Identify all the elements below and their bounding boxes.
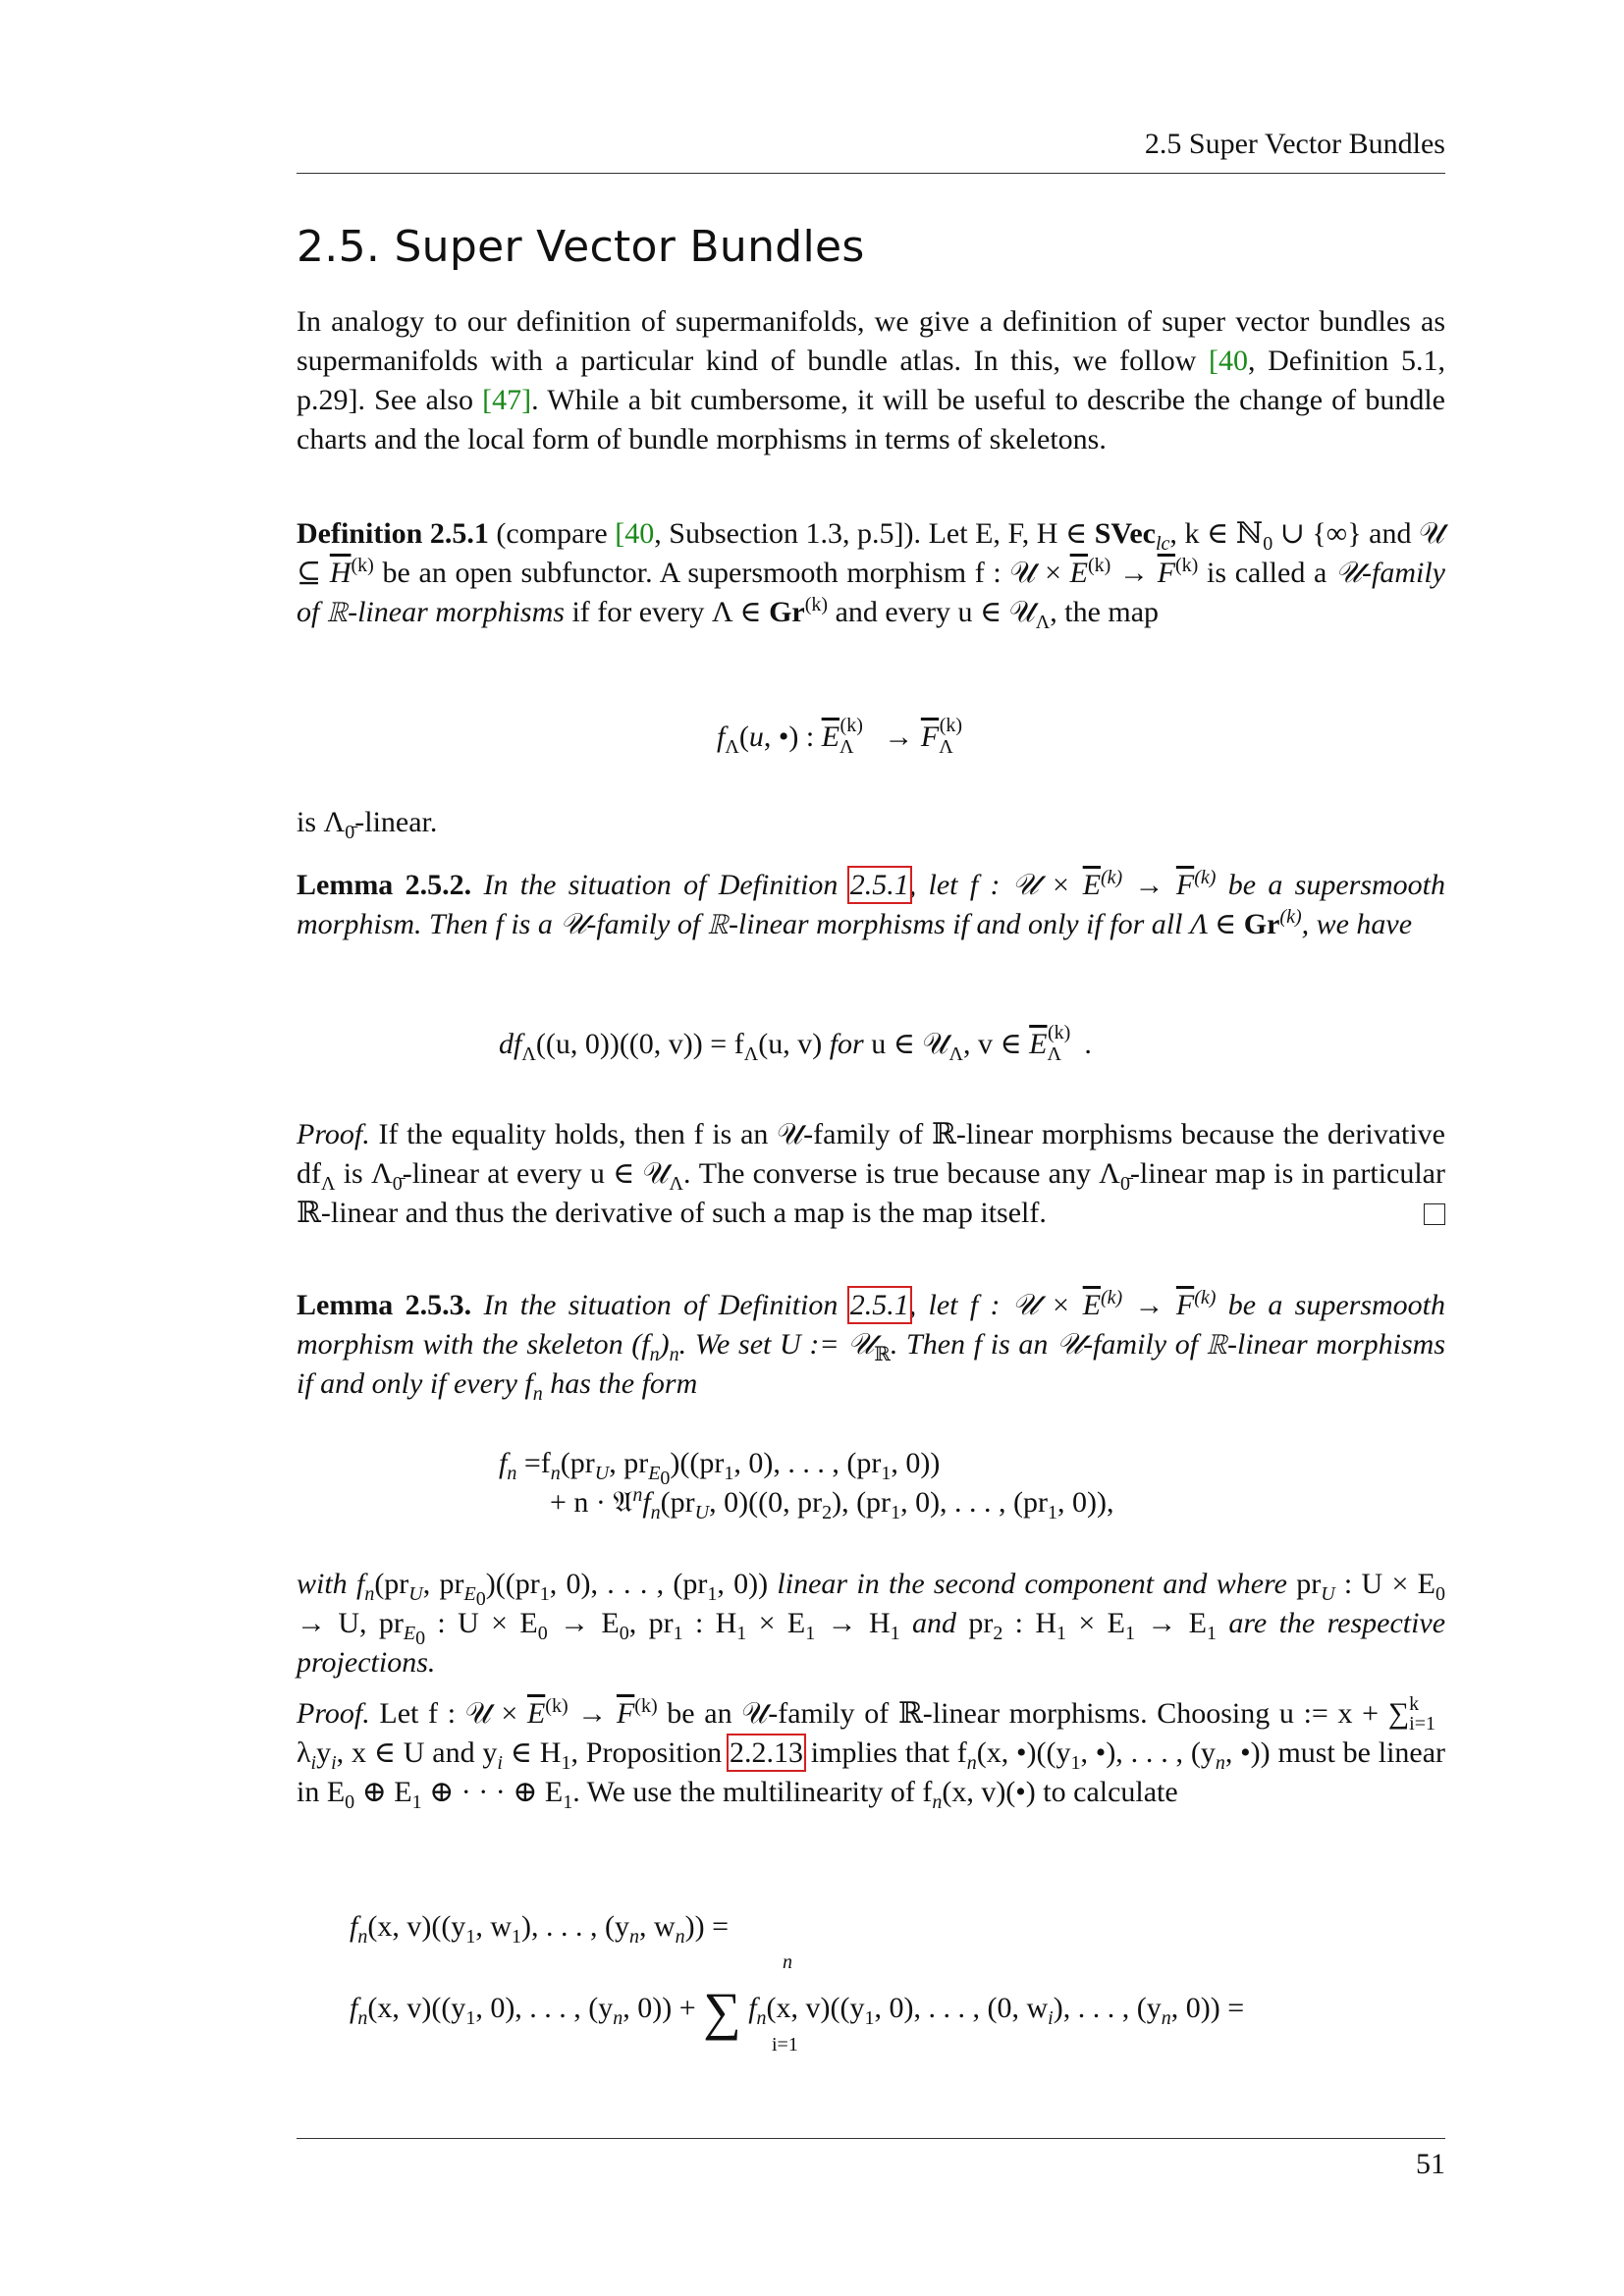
- ref-proposition-2-2-13[interactable]: 2.2.13: [729, 1736, 803, 1769]
- lemma-form-equation-line1: $f_n =f_n(pr_U$, $pr_{E_0})((pr_1$, 0), . . . , ($pr_1$, 0)): [499, 1447, 941, 1489]
- ref-definition-2-5-1[interactable]: 2.5.1: [849, 869, 909, 901]
- definition-label: Definition 2.5.1: [297, 517, 489, 550]
- running-header: 2.5 Super Vector Bundles: [297, 128, 1445, 174]
- page-number: 51: [1416, 2148, 1445, 2180]
- lemma-label: Lemma 2.5.3.: [297, 1289, 472, 1321]
- definition-2-5-1: Definition 2.5.1 (compare [40, Subsection 1.3, p.5]). Let E, F, H ∈ SVec$_{lc}$, k ∈ ℕ$_0$ ∪ {∞} and 𝒰 ⊆ $\overline{H}^{(k)}$ be an open subfunctor. A supersmooth morphism f : 𝒰 × $\overline{E}^{(k)} \to \overline{F}^{(k)}$ is called a 𝒰-family of ℝ-linear morphisms if for every Λ ∈ Gr$^{(k)}$ and every u ∈ 𝒰$_\Lambda$, the map: [297, 517, 1445, 633]
- lemma-form-equation-line2: + $n \cdot 𝔄^nf_n(pr_U$, 0)((0, $pr_2$), ($pr_1$, 0), . . . , ($pr_1$, 0)),: [550, 1484, 1114, 1523]
- intro-paragraph: In analogy to our definition of supermanifolds, we give a definition of super vector bundles as supermanifolds with a particular kind of bundle atlas. In this, we follow [40, Definition 5.1, p.29]. See also [47]. While a bit cumbersome, it will be useful to describe the change of bundle charts and the local form of bundle morphisms in terms of skeletons.: [297, 305, 1446, 455]
- proof-equation-line1: $f_n(x$, $v)((y_1$, $w_1$), . . . , ($y_n$, $w_n$)) =: [350, 1910, 730, 1948]
- definition-after: is $\Lambda_{0̄}$-linear.: [297, 806, 438, 843]
- citation-40-def[interactable]: [40: [615, 517, 655, 550]
- proof-lemma-2-5-3: Proof. Let f : 𝒰 × $\overline{E}^{(k)} \to \overline{F}^{(k)}$ be an 𝒰-family of ℝ-linear morphisms. Choosing u := x + ∑$^k_{i=1}$ $\lambda_iy_i$, x ∈ U and $y_i$ ∈ $H_1$, Proposition 2.2.13 implies that $f_n(x$, $•)((y_1$, •), . . . , ($y_n$, •)) must be linear in $E_0$ ⊕ $E_1$ ⊕ · · · ⊕ $E_1$. We use the multilinearity of $f_n(x$, v)(•) to calculate: [297, 1693, 1446, 1813]
- sum-lower-limit: i=1: [772, 2034, 798, 2056]
- sum-upper-limit: n: [783, 1951, 792, 1973]
- definition-display-equation: $f_\Lambda(u$, •) : $\overline{E}_\Lambda^{(k)} \to \overline{F}_\Lambda^{(k)}$: [717, 715, 963, 758]
- ref-definition-2-5-1-b[interactable]: 2.5.1: [849, 1289, 909, 1321]
- qed-box: [1424, 1203, 1445, 1225]
- citation-47[interactable]: [47]: [482, 384, 532, 416]
- summation-sign: ∑: [703, 1982, 741, 2041]
- proof-equation-line2: $f_n(x$, $v)((y_1$, 0), . . . , ($y_n$, 0)) + ∑ $f_n(x$, $v)((y_1$, 0), . . . , (0, $w_i$), . . . , ($y_n$, 0)) =: [350, 1982, 1245, 2041]
- lemma-2-5-3: Lemma 2.5.3. In the situation of Definition 2.5.1, let f : 𝒰 × $\overline{E}^{(k)} \to \overline{F}^{(k)}$ be a supersmooth morphism with the skeleton $(f_n)_n$. We set U := 𝒰$_ℝ$. Then f is an 𝒰-family of ℝ-linear morphisms if and only if every $f_n$ has the form: [297, 1287, 1446, 1405]
- lemma-2-5-3-continued: with $f_n(pr_U$, $pr_{E_0})((pr_1$, 0), . . . , ($pr_1$, 0)) linear in the second component and where $pr_U$ : $U \times E_0 \to U$, $pr_{E_0}$ : $U \times E_0 \to E_0$, $pr_1$ : $H_1 \times E_1 \to H_1$ and $pr_2$ : $H_1 \times E_1 \to E_1$ are the respective projections.: [297, 1568, 1446, 1679]
- proof-lemma-2-5-2: Proof. If the equality holds, then f is an 𝒰-family of ℝ-linear morphisms because the derivative $df_\Lambda$ is $\Lambda_{0̄}$-linear at every u ∈ 𝒰$_\Lambda$. The converse is true because any $\Lambda_{0̄}$-linear map is in particular ℝ-linear and thus the derivative of such a map is the map itself.: [297, 1118, 1445, 1229]
- defined-term: 𝒰-family of ℝ-linear morphisms: [297, 557, 1445, 628]
- lemma-display-equation: $df_\Lambda((u$, 0))((0, $v)) = f_\Lambda(u$, v) for u ∈ 𝒰$_\Lambda$, v ∈ $\overline{E}_\Lambda^{(k)}$ .: [499, 1022, 1092, 1065]
- citation-40[interactable]: [40: [1209, 345, 1249, 377]
- footer-rule: [297, 2138, 1445, 2139]
- section-title: 2.5. Super Vector Bundles: [297, 222, 865, 272]
- lemma-2-5-2: Lemma 2.5.2. In the situation of Definition 2.5.1, let f : 𝒰 × $\overline{E}^{(k)} \to \overline{F}^{(k)}$ be a supersmooth morphism. Then f is a 𝒰-family of ℝ-linear morphisms if and only if for all Λ ∈ Gr$^{(k)}$, we have: [297, 867, 1446, 940]
- lemma-label: Lemma 2.5.2.: [297, 869, 472, 901]
